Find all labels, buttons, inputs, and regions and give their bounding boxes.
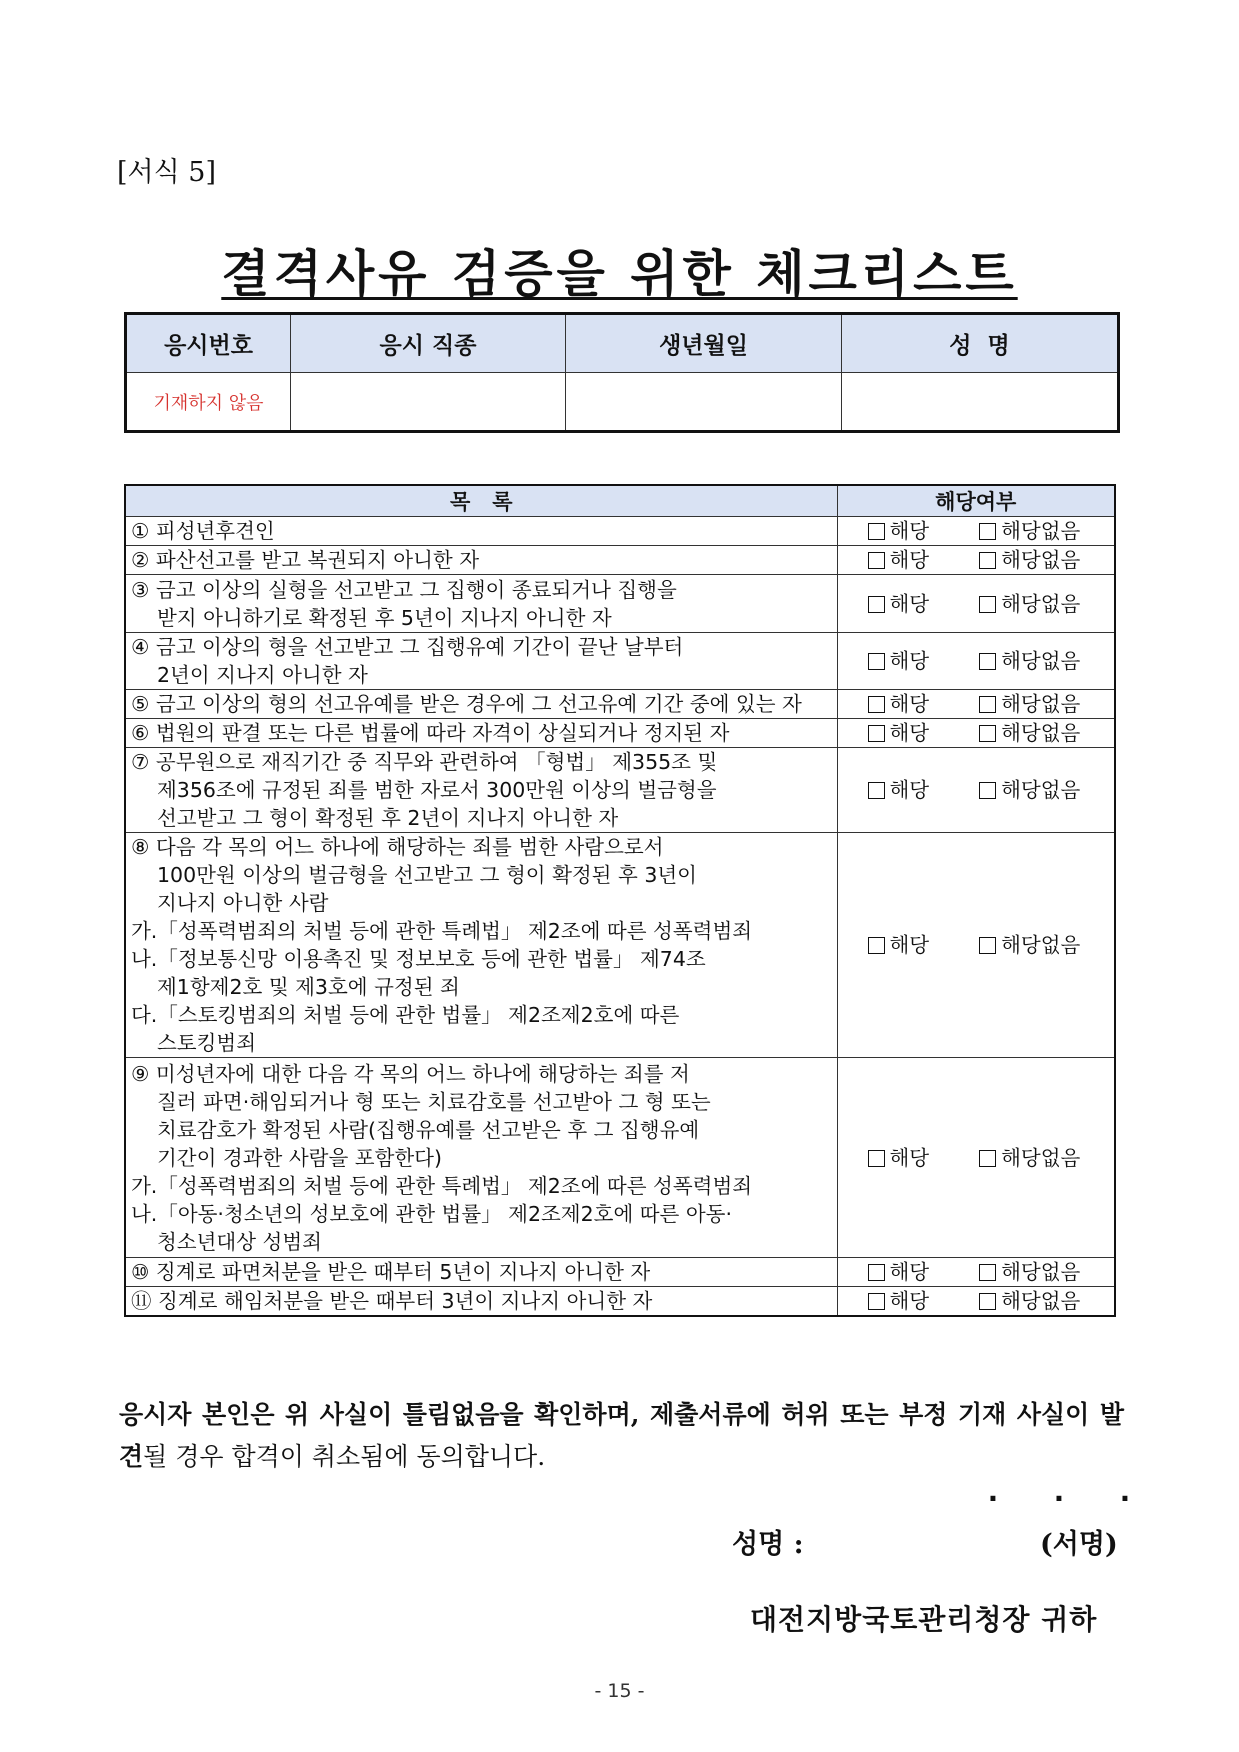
item-line: 치료감호가 확정된 사람(집행유예를 선고받은 후 그 집행유예 (157, 1117, 700, 1142)
option-label-yes: 해당 (889, 692, 930, 716)
checkbox-no[interactable] (979, 937, 996, 954)
checkbox-yes[interactable] (868, 937, 885, 954)
recipient: 대전지방국토관리청장 귀하 (750, 1603, 1098, 1636)
item-line: ⑦ 공무원으로 재직기간 중 직무와 관련하여 「형법」 제355조 및 (131, 750, 718, 774)
checklist-item (125, 719, 837, 748)
option-label-yes: 해당 (889, 1145, 930, 1170)
option-label-no: 해당없음 (1001, 591, 1081, 616)
option-label-yes: 해당 (889, 778, 930, 802)
item-line: 지나지 아니한 사람 (157, 891, 329, 915)
form-number: [서식 5] (117, 157, 216, 188)
checklist-row (125, 517, 1115, 546)
option-label-yes: 해당 (889, 649, 930, 673)
not-filled-note: 기재하지 않음 (153, 392, 264, 414)
status-options (837, 690, 1115, 719)
checklist-row (125, 719, 1115, 748)
declaration-text (119, 1394, 1124, 1478)
checklist-item (125, 575, 837, 633)
checklist-row (125, 546, 1115, 575)
option-label-no: 해당없음 (1001, 933, 1081, 957)
item-line: 제356조에 규정된 죄를 범한 자로서 300만원 이상의 벌금형을 (157, 778, 717, 802)
checkbox-yes[interactable] (868, 596, 885, 613)
signature-mark[interactable]: (서명) (1040, 1529, 1118, 1560)
item-line: 2년이 지나지 아니한 자 (157, 663, 368, 687)
checklist-row (125, 1287, 1115, 1317)
year-dot: . (987, 1475, 999, 1508)
checkbox-no[interactable] (979, 596, 996, 613)
status-options (837, 748, 1115, 833)
item-line: ⑧ 다음 각 목의 어느 하나에 해당하는 죄를 범한 사람으로서 (131, 835, 664, 859)
checkbox-no[interactable] (979, 696, 996, 713)
checklist-row (125, 1258, 1115, 1287)
option-label-yes: 해당 (889, 933, 930, 957)
checkbox-yes[interactable] (868, 552, 885, 569)
checkbox-no[interactable] (979, 1150, 996, 1167)
checkbox-no[interactable] (979, 782, 996, 799)
checklist-row (125, 575, 1115, 633)
checklist-row (125, 690, 1115, 719)
item-line: ⑤ 금고 이상의 형의 선고유예를 받은 경우에 그 선고유예 기간 중에 있는 자 (131, 692, 802, 716)
sub-item-line: 청소년대상 성범죄 (157, 1229, 322, 1254)
checkbox-yes[interactable] (868, 523, 885, 540)
checklist-item (125, 633, 837, 690)
disqualification-checklist (124, 484, 1116, 1317)
day-dot: . (1119, 1475, 1131, 1508)
option-label-no: 해당없음 (1001, 692, 1081, 716)
checklist-item (125, 1058, 837, 1258)
status-options (837, 1058, 1115, 1258)
item-line: ⑨ 미성년자에 대한 다음 각 목의 어느 하나에 해당하는 죄를 저 (131, 1061, 690, 1086)
name-input[interactable] (842, 373, 1119, 432)
item-line: 100만원 이상의 벌금형을 선고받고 그 형이 확정된 후 3년이 (157, 863, 697, 887)
checklist-item (125, 748, 837, 833)
status-options (837, 517, 1115, 546)
sub-item-line: 다.「스토킹범죄의 처벌 등에 관한 법률」 제2조제2호에 따른 (131, 1003, 680, 1027)
status-options (837, 633, 1115, 690)
exam-number-cell (126, 373, 291, 432)
header-exam-job: 응시 직종 (291, 314, 566, 373)
option-label-no: 해당없음 (1001, 721, 1081, 745)
option-label-no: 해당없음 (1001, 778, 1081, 802)
checkbox-yes[interactable] (868, 782, 885, 799)
checkbox-yes[interactable] (868, 1293, 885, 1310)
sub-item-line: 나.「정보통신망 이용촉진 및 정보보호 등에 관한 법률」 제74조 (131, 947, 706, 971)
status-options (837, 546, 1115, 575)
checklist-row (125, 633, 1115, 690)
date-line[interactable] (960, 1475, 1158, 1508)
item-line: ② 파산선고를 받고 복권되지 아니한 자 (131, 548, 480, 572)
sub-item-line: 스토킹범죄 (157, 1031, 257, 1055)
declaration-bold: 응시자 본인은 위 사실이 틀림없음을 확인하며, 제출서류에 허위 또는 부정 기재 사실이 발견 (119, 1400, 1124, 1471)
sub-item-line: 제1항제2호 및 제3호에 규정된 죄 (157, 975, 460, 999)
status-options (837, 833, 1115, 1058)
item-line: 받지 아니하기로 확정된 후 5년이 지나지 아니한 자 (157, 605, 612, 630)
birth-date-input[interactable] (566, 373, 842, 432)
item-line: 선고받고 그 형이 확정된 후 2년이 지나지 아니한 자 (157, 806, 619, 830)
checklist-item (125, 690, 837, 719)
checkbox-no[interactable] (979, 653, 996, 670)
applicant-info-table (124, 312, 1120, 433)
option-label-yes: 해당 (889, 591, 930, 616)
option-label-yes: 해당 (889, 548, 930, 572)
exam-job-input[interactable] (291, 373, 566, 432)
option-label-no: 해당없음 (1001, 1260, 1081, 1284)
checklist-item (125, 546, 837, 575)
option-label-yes: 해당 (889, 1260, 930, 1284)
checklist-item (125, 833, 837, 1058)
checklist-item (125, 1258, 837, 1287)
checklist-row (125, 833, 1115, 1058)
checklist-item (125, 1287, 837, 1317)
item-line: ③ 금고 이상의 실형을 선고받고 그 집행이 종료되거나 집행을 (131, 577, 677, 602)
item-line: ① 피성년후견인 (131, 519, 275, 543)
signature-name-label: 성명 : (732, 1529, 804, 1560)
sub-item-line: 나.「아동·청소년의 성보호에 관한 법률」 제2조제2호에 따른 아동· (131, 1201, 733, 1226)
option-label-no: 해당없음 (1001, 649, 1081, 673)
item-line: 질러 파면·해임되거나 형 또는 치료감호를 선고받아 그 형 또는 (157, 1089, 711, 1114)
item-line: ⑩ 징계로 파면처분을 받은 때부터 5년이 지나지 아니한 자 (131, 1260, 651, 1284)
header-name: 성 명 (842, 314, 1119, 373)
status-options (837, 575, 1115, 633)
option-label-yes: 해당 (889, 1289, 930, 1313)
checkbox-yes[interactable] (868, 1264, 885, 1281)
checklist-row (125, 1058, 1115, 1258)
option-label-no: 해당없음 (1001, 1145, 1081, 1170)
checklist-row (125, 748, 1115, 833)
checklist-item (125, 517, 837, 546)
option-label-yes: 해당 (889, 721, 930, 745)
header-status: 해당여부 (837, 485, 1115, 517)
header-birth-date: 생년월일 (566, 314, 842, 373)
checkbox-no[interactable] (979, 1264, 996, 1281)
item-line: ④ 금고 이상의 형을 선고받고 그 집행유예 기간이 끝난 날부터 (131, 635, 684, 659)
option-label-yes: 해당 (889, 519, 930, 543)
option-label-no: 해당없음 (1001, 548, 1081, 572)
sub-item-line: 가.「성폭력범죄의 처벌 등에 관한 특례법」 제2조에 따른 성폭력범죄 (131, 919, 753, 943)
checkbox-yes[interactable] (868, 1150, 885, 1167)
page-title (0, 234, 1239, 306)
checkbox-yes[interactable] (868, 653, 885, 670)
checkbox-yes[interactable] (868, 696, 885, 713)
checkbox-no[interactable] (979, 552, 996, 569)
checkbox-yes[interactable] (868, 725, 885, 742)
item-line: ⑪ 징계로 해임처분을 받은 때부터 3년이 지나지 아니한 자 (131, 1289, 653, 1313)
header-items: 목 록 (125, 485, 837, 517)
option-label-no: 해당없음 (1001, 1289, 1081, 1313)
declaration-normal: 될 경우 합격이 취소됨에 동의합니다. (143, 1442, 546, 1471)
page-number: - 15 - (594, 1680, 645, 1702)
month-dot: . (1053, 1475, 1065, 1508)
checkbox-no[interactable] (979, 523, 996, 540)
status-options (837, 719, 1115, 748)
status-options (837, 1287, 1115, 1317)
status-options (837, 1258, 1115, 1287)
checkbox-no[interactable] (979, 1293, 996, 1310)
checkbox-no[interactable] (979, 725, 996, 742)
sub-item-line: 가.「성폭력범죄의 처벌 등에 관한 특례법」 제2조에 따른 성폭력범죄 (131, 1173, 753, 1198)
header-exam-number: 응시번호 (126, 314, 291, 373)
item-line: 기간이 경과한 사람을 포함한다) (157, 1145, 442, 1170)
page-title-text: 결격사유 검증을 위한 체크리스트 (221, 245, 1018, 303)
item-line: ⑥ 법원의 판결 또는 다른 법률에 따라 자격이 상실되거나 정지된 자 (131, 721, 730, 745)
option-label-no: 해당없음 (1001, 519, 1081, 543)
